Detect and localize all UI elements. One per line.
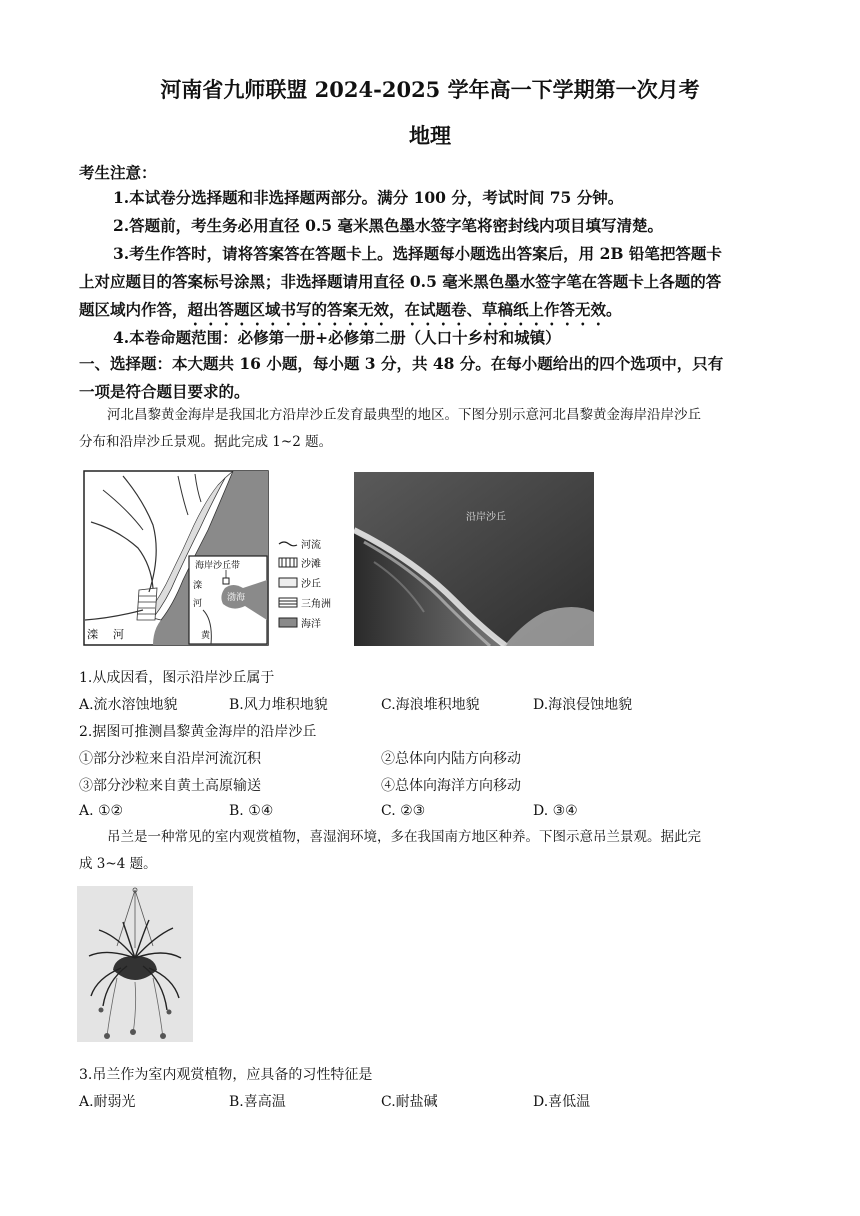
q3-option-d[interactable]: D.喜低温 [533,1094,591,1110]
material-1: 河北昌黎黄金海岸是我国北方沿岸沙丘发育最典型的地区。下图分别示意河北昌黎黄金海岸沿岸沙丘 分布和沿岸沙丘景观。据此完成 1~2 题。 [79,407,701,450]
q3-option-b[interactable]: B.喜高温 [229,1094,286,1110]
legend-dune: 沙丘 [301,579,321,590]
inset-label-huang: 黄 [201,631,211,641]
inset-label-luan-1: 滦 [193,581,203,591]
dune-distribution-map [83,470,355,646]
material-2: 吊兰是一种常见的室内观赏植物，喜湿润环境，多在我国南方地区种养。下图示意吊兰景观。据此完 成 3~4 题。 [79,829,701,872]
page-title: 河南省九师联盟 2024-2025 学年高一下学期第一次月考 [160,77,700,102]
spider-plant-photo [77,886,193,1042]
legend-river: 河流 [301,540,321,551]
subject-title: 地理 [409,123,451,148]
q2-statement-2: ②总体向内陆方向移动 [381,751,521,767]
notice-item-2: 2.答题前，考生务必用直径 0.5 毫米黑色墨水签字笔将密封线内项目填写清楚。 [113,216,663,235]
section-heading: 一、选择题：本大题共 16 小题，每小题 3 分，共 48 分。在每小题给出的四个选项中，只有 一项是符合题目要求的。 [79,354,724,401]
q2-option-c[interactable]: C. ②③ [381,803,426,819]
q1-option-d[interactable]: D.海浪侵蚀地貌 [533,697,633,713]
legend-ocean: 海洋 [301,619,321,630]
q2-option-d[interactable]: D. ③④ [533,803,578,819]
q1-option-b[interactable]: B.风力堆积地貌 [229,697,328,713]
q2-option-a[interactable]: A. ①② [79,803,124,819]
legend-beach: 沙滩 [301,559,321,570]
q1-option-a[interactable]: A.流水溶蚀地貌 [79,697,178,713]
q3-option-c[interactable]: C.耐盐碱 [381,1094,438,1110]
notice-item-3: 3.考生作答时，请将答案答在答题卡上。选择题每小题选出答案后，用 2B 铅笔把答题卡 上对应题目的答案标号涂黑；非选择题请用直径 0.5 毫米黑色墨水签字笔在答题卡上各题的答 题区域内作答，超出答题区域书写的答案无效，在试题卷、草稿纸上作答无效。 [79,244,722,319]
question-3-stem: 3.吊兰作为室内观赏植物，应具备的习性特征是 [79,1067,373,1083]
notice-item-1: 1.本试卷分选择题和非选择题两部分。满分 100 分，考试时间 75 分钟。 [113,188,624,207]
coastal-dune-photo [354,472,594,646]
q2-statement-4: ④总体向海洋方向移动 [381,778,521,794]
legend-delta: 三角洲 [301,599,331,610]
notice-heading: 考生注意： [79,163,157,182]
notice-item-4: 4.本卷命题范围：必修第一册+必修第二册（人口十乡村和城镇） [113,328,561,347]
question-1-stem: 1.从成因看，图示沿岸沙丘属于 [79,670,275,686]
q3-option-a[interactable]: A.耐弱光 [79,1094,136,1110]
q2-statement-3: ③部分沙粒来自黄土高原输送 [79,778,261,794]
q2-option-b[interactable]: B. ①④ [229,803,274,819]
inset-label-dune-belt: 海岸沙丘带 [195,561,241,571]
inset-label-bohai: 渤海 [227,593,246,603]
inset-label-luan-2: 河 [193,599,203,609]
question-2-stem: 2.据图可推测昌黎黄金海岸的沿岸沙丘 [79,724,317,740]
map-label-luanhe-1: 滦 [87,628,98,641]
q1-option-c[interactable]: C.海浪堆积地貌 [381,697,480,713]
map-label-luanhe-2: 河 [113,628,124,641]
photo-label-dune: 沿岸沙丘 [466,512,506,523]
q2-statement-1: ①部分沙粒来自沿岸河流沉积 [79,751,261,767]
